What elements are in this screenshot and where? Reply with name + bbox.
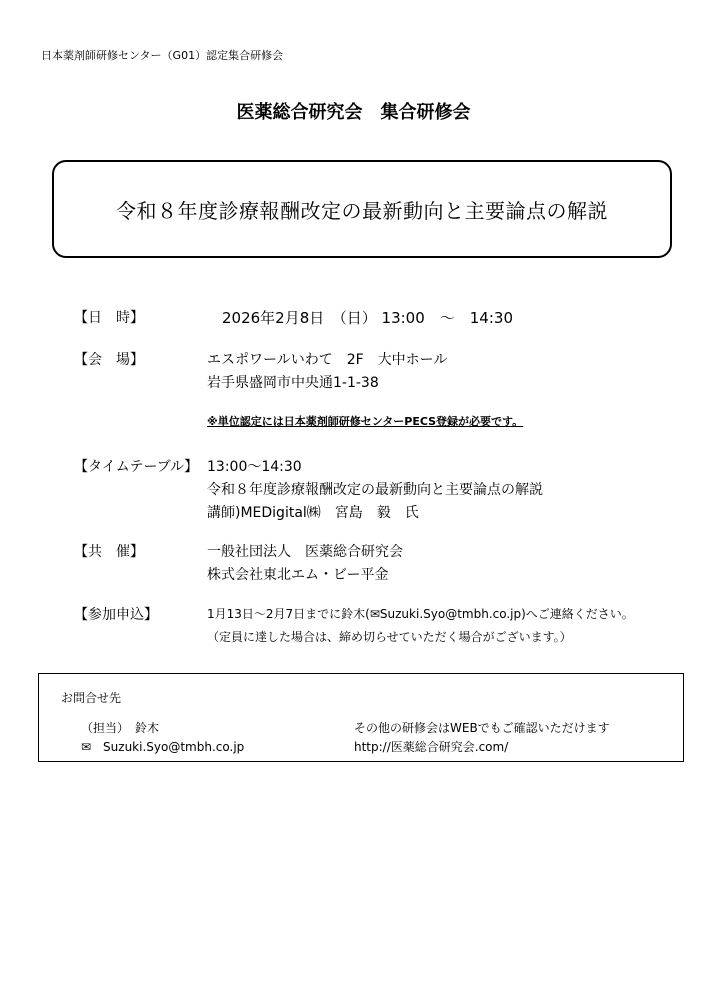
web-note: その他の研修会はWEBでもご確認いただけます: [354, 721, 610, 735]
timetable-label: 【タイムテーブル】: [74, 459, 199, 475]
timetable-lecturer: 講師)MEDigital㈱ 宮島 毅 氏: [207, 505, 419, 521]
venue-name: エスポワールいわて 2F 大中ホール: [207, 352, 448, 368]
date-value: 2026年2月8日 （日） 13:00 ～ 14:30: [222, 309, 513, 327]
main-title-box: [52, 160, 672, 258]
timetable-topic: 令和８年度診療報酬改定の最新動向と主要論点の解説: [207, 482, 543, 498]
contact-heading: お問合せ先: [61, 691, 122, 705]
timetable-time: 13:00～14:30: [207, 459, 302, 475]
sponsor-line1: 一般社団法人 医薬総合研究会: [207, 544, 403, 560]
pecs-note: ※単位認定には日本薬剤師研修センターPECS登録が必要です。: [207, 415, 524, 428]
apply-line2: （定員に達した場合は、締め切らせていただく場合がございます。）: [207, 630, 572, 644]
venue-address: 岩手県盛岡市中央通1-1-38: [207, 375, 379, 391]
apply-line1: 1月13日～2月7日までに鈴木(✉Suzuki.Syo@tmbh.co.jp)へご連絡ください。: [207, 607, 634, 621]
header-note: 日本薬剤師研修センター（G01）認定集合研修会: [41, 49, 284, 62]
org-title: 医薬総合研究会 集合研修会: [236, 102, 471, 123]
sponsor-line2: 株式会社東北エム・ビー平金: [207, 567, 389, 583]
contact-person: （担当） 鈴木: [81, 721, 160, 735]
apply-label: 【参加申込】: [74, 607, 158, 623]
website-link[interactable]: http://医薬総合研究会.com/: [354, 740, 509, 754]
contact-box: [38, 673, 684, 762]
sponsor-label: 【共 催】: [74, 544, 144, 560]
contact-email[interactable]: ✉ Suzuki.Syo@tmbh.co.jp: [81, 740, 245, 754]
date-label: 【日 時】: [74, 310, 144, 326]
main-title: 令和８年度診療報酬改定の最新動向と主要論点の解説: [116, 198, 608, 223]
venue-label: 【会 場】: [74, 352, 144, 368]
